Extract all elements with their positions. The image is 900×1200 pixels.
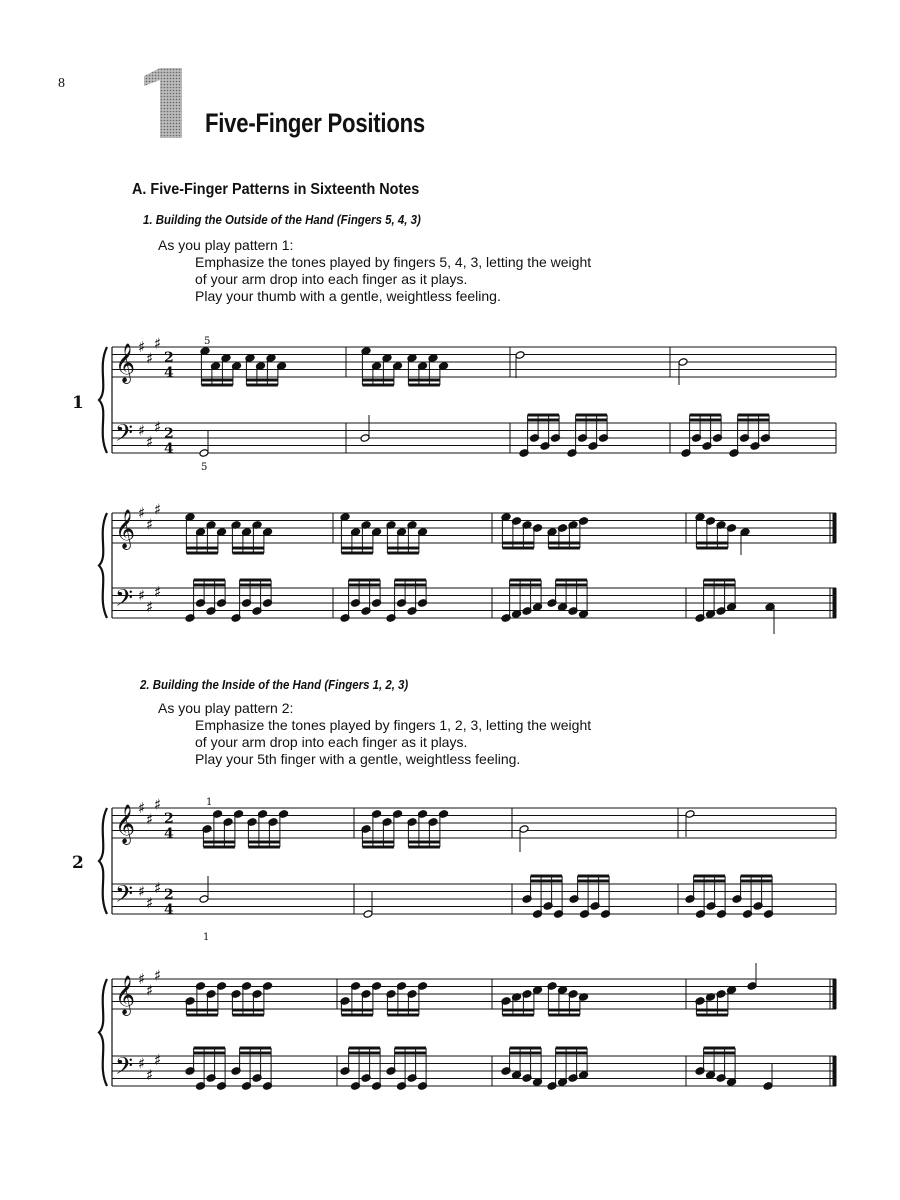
- page-number: 8: [58, 76, 65, 91]
- sharp-sign: ♯: [138, 421, 146, 440]
- sharp-sign: ♯: [146, 810, 154, 829]
- sharp-sign: ♯: [138, 882, 146, 901]
- sharp-sign: ♯: [138, 586, 146, 605]
- sharp-sign: ♯: [146, 893, 154, 912]
- time-signature: 2: [164, 811, 174, 827]
- sharp-sign: ♯: [154, 878, 162, 897]
- treble-clef: 𝄞: [115, 804, 136, 844]
- sharp-sign: ♯: [146, 597, 154, 616]
- sharp-sign: ♯: [146, 1065, 154, 1084]
- system-number: 2: [72, 853, 84, 873]
- sharp-sign: ♯: [154, 417, 162, 436]
- pattern2-title: 2. Building the Inside of the Hand (Fingers 1, 2, 3): [140, 677, 409, 692]
- fingering-number: 1: [206, 797, 213, 808]
- sharp-sign: ♯: [146, 981, 154, 1000]
- sharp-sign: ♯: [138, 504, 146, 522]
- bass-clef: 𝄢: [115, 880, 134, 913]
- fingering-number: 5: [204, 336, 211, 347]
- chapter-title: Five-Finger Positions: [205, 108, 425, 138]
- treble-clef: 𝄞: [115, 343, 136, 383]
- note-head: [685, 810, 695, 819]
- brace: [99, 347, 107, 453]
- time-signature: 2: [164, 350, 174, 366]
- sharp-sign: ♯: [154, 1050, 162, 1069]
- note-head: [763, 1082, 773, 1091]
- sharp-sign: ♯: [138, 799, 146, 817]
- sharp-sign: ♯: [138, 338, 146, 356]
- system-number: 1: [72, 393, 84, 413]
- note-head: [678, 358, 688, 367]
- sharp-sign: ♯: [154, 795, 162, 814]
- sharp-sign: ♯: [146, 349, 154, 368]
- sharp-sign: ♯: [146, 432, 154, 451]
- pattern1-line: Play your thumb with a gentle, weightless feeling.: [195, 288, 501, 304]
- pattern1-title: 1. Building the Outside of the Hand (Fingers 5, 4, 3): [143, 212, 421, 227]
- pattern2-line: Emphasize the tones played by fingers 1, 2, 3, letting the weight: [195, 717, 592, 733]
- note-head: [199, 449, 209, 458]
- note-head: [360, 434, 370, 443]
- pattern2-line: Play your 5th finger with a gentle, weightless feeling.: [195, 751, 521, 767]
- brace: [99, 808, 107, 914]
- pattern1-line: of your arm drop into each finger as it plays.: [195, 271, 468, 287]
- brace: [99, 979, 107, 1086]
- sharp-sign: ♯: [154, 334, 162, 353]
- sharp-sign: ♯: [138, 1054, 146, 1073]
- treble-clef: 𝄞: [115, 975, 136, 1015]
- pattern1-line: Emphasize the tones played by fingers 5, 4, 3, letting the weight: [195, 254, 592, 270]
- time-signature: 4: [164, 826, 174, 842]
- pattern2-intro: As you play pattern 2:: [158, 700, 294, 716]
- fingering-number: 5: [201, 462, 208, 473]
- note-head: [519, 825, 529, 834]
- note-head: [747, 982, 757, 991]
- time-signature: 2: [164, 887, 174, 903]
- sharp-sign: ♯: [138, 970, 146, 988]
- sharp-sign: ♯: [146, 515, 154, 534]
- brace: [99, 513, 107, 618]
- note-head: [363, 910, 373, 919]
- sharp-sign: ♯: [154, 966, 162, 985]
- note-head: [515, 351, 525, 360]
- treble-clef: 𝄞: [115, 509, 136, 549]
- bass-clef: 𝄢: [115, 1052, 134, 1085]
- bass-clef: 𝄢: [115, 419, 134, 452]
- time-signature: 4: [164, 441, 174, 457]
- time-signature: 4: [164, 365, 174, 381]
- note-head: [765, 603, 775, 612]
- time-signature: 2: [164, 426, 174, 442]
- note-head: [740, 528, 750, 537]
- pattern1-intro: As you play pattern 1:: [158, 237, 294, 253]
- note-head: [199, 895, 209, 904]
- fingering-number: 1: [203, 932, 210, 943]
- sharp-sign: ♯: [154, 582, 162, 601]
- pattern2-line: of your arm drop into each finger as it plays.: [195, 734, 468, 750]
- section-heading: A. Five-Finger Patterns in Sixteenth Notes: [132, 181, 420, 198]
- bass-clef: 𝄢: [115, 584, 134, 617]
- sharp-sign: ♯: [154, 500, 162, 519]
- time-signature: 4: [164, 902, 174, 918]
